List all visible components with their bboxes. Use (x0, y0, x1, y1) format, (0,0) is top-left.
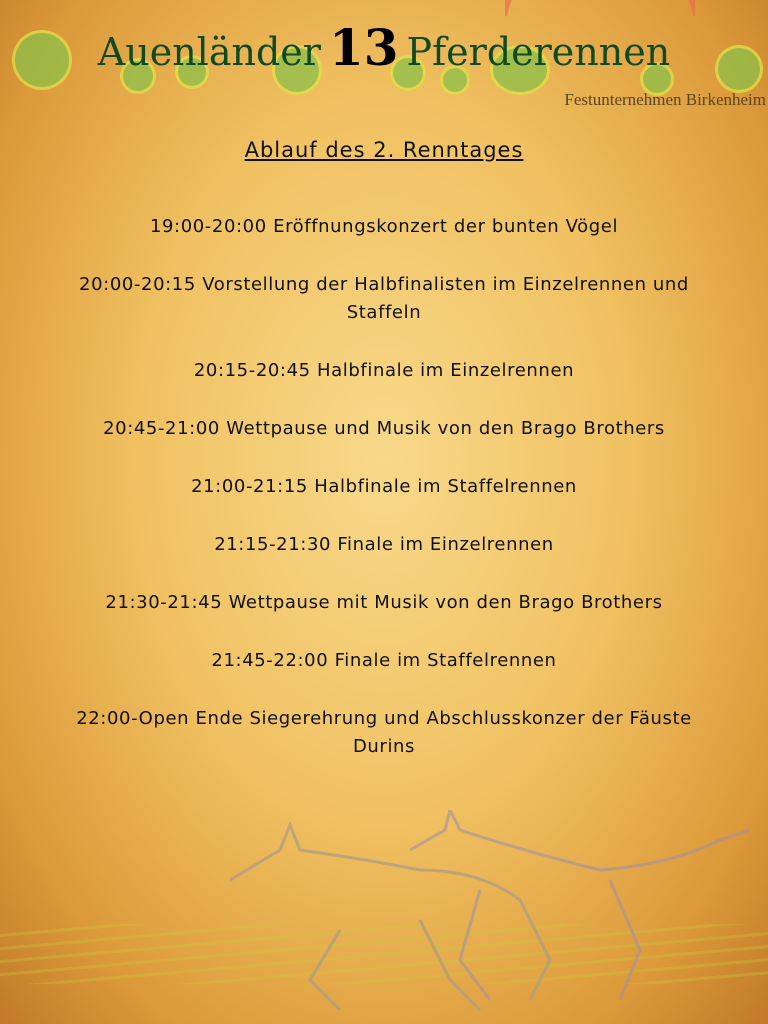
title-number: 13 (328, 18, 399, 77)
schedule-list (64, 213, 704, 791)
schedule-heading: Ablauf des 2. Renntages (244, 138, 524, 162)
title-right: Pferderennen (406, 30, 671, 74)
schedule-item: 21:30-21:45 Wettpause mit Musik von den Brago Brothers (105, 592, 663, 613)
schedule-item: 20:15-20:45 Halbfinale im Einzelrennen (193, 360, 575, 381)
schedule-item: 20:45-21:00 Wettpause und Musik von den Brago Brothers (103, 418, 665, 439)
schedule-item: 21:15-21:30 Finale im Einzelrennen (214, 534, 554, 555)
schedule-item: 21:00-21:15 Halbfinale im Staffelrennen (191, 476, 577, 497)
schedule-item: 22:00-Open Ende Siegerehrung und Abschlusskonzer der Fäuste Durins (76, 708, 692, 757)
schedule-item: 21:45-22:00 Finale im Staffelrennen (211, 650, 557, 671)
poster-title (0, 18, 768, 77)
title-left: Auenländer (97, 30, 321, 74)
schedule-item: 20:00-20:15 Vorstellung der Halbfinalisten im Einzelrennen und Staffeln (79, 274, 689, 323)
organizer-subtitle: Festunternehmen Birkenheim (564, 90, 766, 109)
horse-outline-illustration (220, 810, 760, 1020)
schedule-item: 19:00-20:00 Eröffnungskonzert der bunten Vögel (149, 216, 619, 237)
